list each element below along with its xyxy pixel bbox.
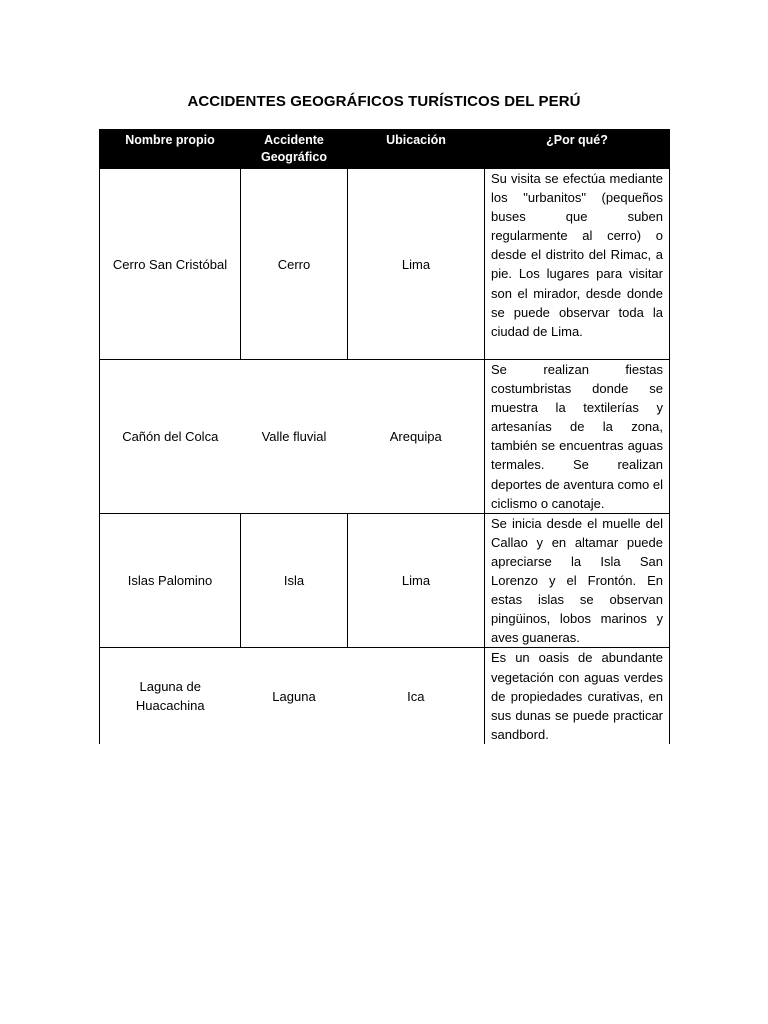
header-por-que: ¿Por qué? — [485, 130, 670, 169]
cell-reason: Se inicia desde el muelle del Callao y en altamar puede apreciarse la Isla San Lorenzo y el Frontón. En estas islas se observan pingüinos, lobos marinos y aves guaneras. — [485, 513, 670, 648]
table-row — [100, 169, 670, 360]
cell-location: Lima — [348, 513, 485, 648]
cell-type: Valle fluvial — [241, 360, 348, 514]
table-row — [100, 513, 670, 648]
cell-location: Lima — [348, 169, 485, 360]
cell-type: Cerro — [241, 169, 348, 360]
cell-type: Isla — [241, 513, 348, 648]
attractions-table — [99, 129, 670, 744]
header-ubicacion: Ubicación — [348, 130, 485, 169]
table-row — [100, 360, 670, 514]
cell-reason: Su visita se efectúa mediante los "urbanitos" (pequeños buses que suben regularmente al cerro) o desde el distrito del Rimac, a pie. Los lugares para visitar son el mirador, desde donde se puede observar toda la ciudad de Lima. — [485, 169, 670, 360]
cell-name: Cerro San Cristóbal — [100, 169, 241, 360]
table-header-row — [100, 130, 670, 169]
cell-location: Arequipa — [348, 360, 485, 514]
cell-type: Laguna — [241, 648, 348, 744]
cell-location: Ica — [348, 648, 485, 744]
header-nombre-propio: Nombre propio — [100, 130, 241, 169]
header-accidente-geografico: Accidente Geográfico — [241, 130, 348, 169]
document-title: ACCIDENTES GEOGRÁFICOS TURÍSTICOS DEL PERÚ — [187, 93, 581, 110]
cell-name: Laguna de Huacachina — [100, 648, 241, 744]
cell-name: Islas Palomino — [100, 513, 241, 648]
cell-reason: Se realizan fiestas costumbristas donde se muestra la textilerías y artesanías de la zona, también se encuentras aguas termales. Se realizan deportes de aventura como el ciclismo o canotaje. — [485, 360, 670, 514]
table-row — [100, 648, 670, 744]
cell-reason: Es un oasis de abundante vegetación con aguas verdes de propiedades curativas, en sus dunas se puede practicar sandbord. — [485, 648, 670, 744]
cell-name: Cañón del Colca — [100, 360, 241, 514]
